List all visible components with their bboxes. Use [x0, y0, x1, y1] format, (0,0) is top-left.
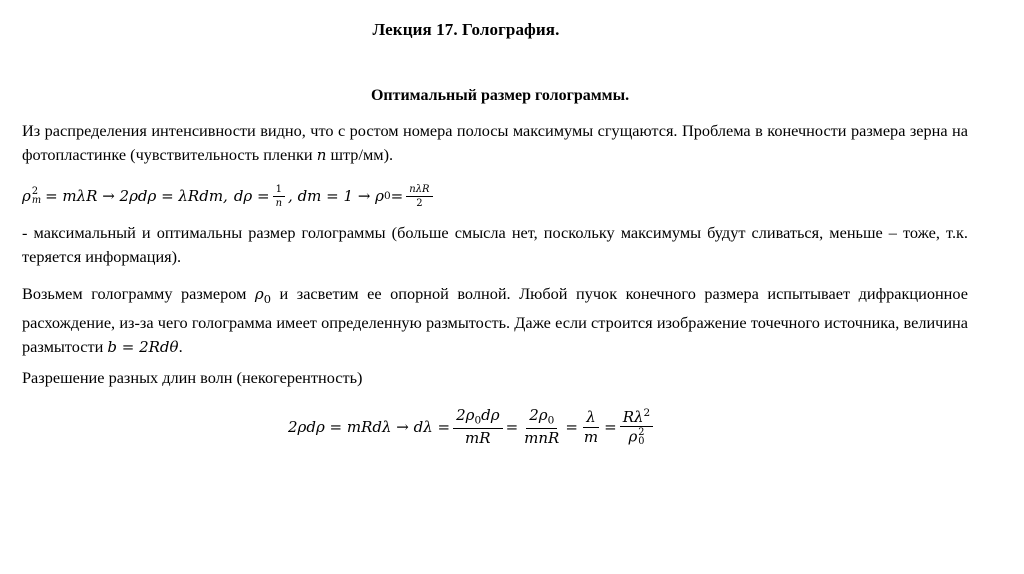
fraction-n-lambda-r-over-2: $\frac{\text{nλR}}{2}$ [406, 184, 432, 209]
fraction-1-over-n: $\frac{1}{n}$ [273, 184, 285, 209]
var-n: n [316, 146, 327, 164]
section-title: Оптимальный размер голограммы. [370, 87, 630, 104]
formula-wavelength: 2ρdρ = mRdλ → dλ = $\frac{2\rho_0d\rho}{mR}$ = $\frac{2\rho_0}{\text{mnR}}$ = $\frac{\lambda}{m}$ = $R\lambda^2$ ρ 2 0 [288, 396, 656, 458]
formula-rho-max: ρ 2 m = mλR → 2ρdρ = λRdm, dρ = $\frac{1}{n}$ , dm = 1 → ρ 0 = $\frac{\text{nλR}}{2}$ [22, 176, 436, 216]
lecture-title: Лекция 17. Голография. [372, 20, 560, 39]
paragraph-intensity: Из распределения интенсивности видно, что с ростом номера полосы максимумы сгущаются. Проблема в конечности размера зерна на фотопластинке (чувствительность пленки n штр/мм). [22, 121, 968, 164]
paragraph-optimal-size: - максимальный и оптимальны размер голограммы (больше смысла нет, поскольку максимумы будут сливаться, меньше – тоже, т.к. теряется информация). [22, 223, 968, 266]
paragraph-blur: Возьмем голограмму размером $\rho_0$ и засветим ее опорной волной. Любой пучок конечного размера испытывает дифракционное расхождение, из-за чего голограмма имеет определенную размытость. Даже если строится изображение точечного источника, величина размытости b = 2Rdθ. [22, 284, 968, 356]
paragraph-wavelength-resolution: Разрешение разных длин волн (некогерентность) [22, 368, 363, 387]
formula-blur: b = 2Rdθ [107, 337, 179, 356]
